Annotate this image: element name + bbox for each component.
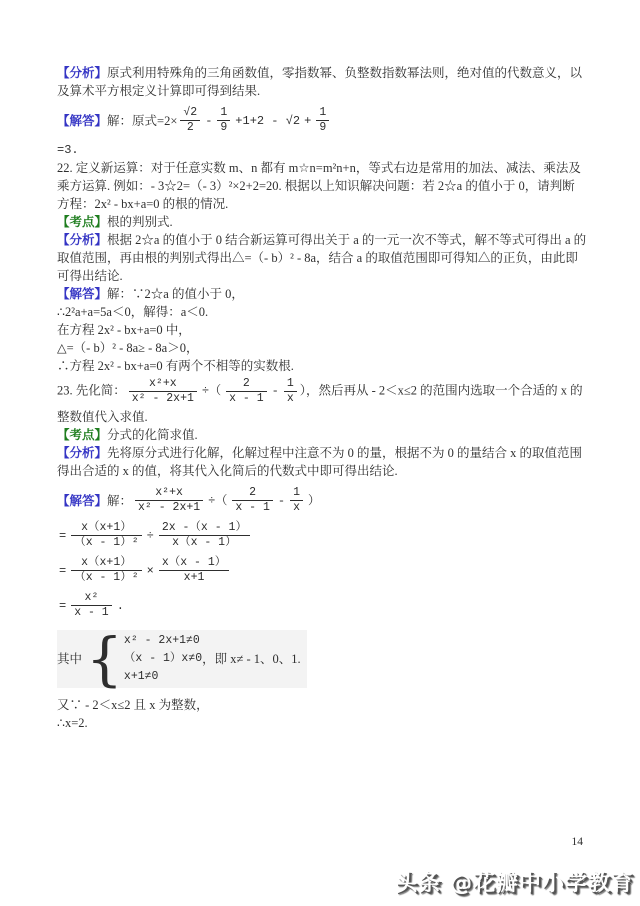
q23-answer-formula [57, 486, 587, 515]
operator-minus: - [277, 493, 286, 508]
keypoint-tag: 【考点】 [57, 215, 108, 229]
q21-answer-formula [57, 106, 587, 135]
q21-middle-terms: +1+2 - √2 [235, 113, 301, 128]
q22-stem: 22. 定义新运算：对于任意实数 m、n 都有 m☆n=m²n+n，等式右边是常用的加法、减法、乘法及乘方运算. 例如：- 3☆2=（- 3）²×2+2=20. 根据以上知识解决问题：若 2☆a 的值小于 0，请判断方程：2x² - bx+a=0 的根的情况. [57, 161, 581, 211]
system-row: x+1≠0 [123, 670, 159, 683]
q23-stem-post: 然后再从 - 2＜x≤2 的范围内选取一个合适的 x 的整数值代入求值. [57, 383, 583, 424]
fraction-right: $\frac{2x -(x - 1)}{x(x - 1)}$ [159, 521, 250, 550]
equals-sign: = [59, 528, 67, 543]
fraction-result: $\frac{\text{x²}}{x - 1}$ [71, 591, 112, 620]
q23-analysis-line [57, 444, 587, 480]
q23-analysis-text: 先将原分式进行化解，化解过程中注意不为 0 的量，根据不为 0 的量结合 x 的取值范围得出合适的 x 的值，将其代入化简后的代数式中即可得出结论. [57, 446, 583, 478]
operator-divide: ÷ [146, 528, 154, 543]
fraction-1-over-x: $\frac{1}{x}$ [290, 486, 303, 515]
q22-step-1: ∴2²a+a=5a＜0，解得：a＜0. [57, 305, 209, 319]
q23-stem [57, 375, 587, 426]
q21-analysis-text: 原式利用特殊角的三角函数值，零指数幂、负整数指数幂法则，绝对值的代数意义，以及算术平方根定义计算即可得到结果. [57, 66, 583, 98]
analysis-tag: 【分析】 [57, 446, 108, 460]
equals-sign: = [59, 598, 67, 613]
fraction-2-over-x-1: $\frac{2}{x - 1}$ [232, 486, 273, 515]
answer-tag: 【解答】 [57, 113, 108, 128]
operator-minus: - [205, 113, 213, 128]
q22-analysis-text: 根据 2☆a 的值小于 0 结合新运算可得出关于 a 的一元一次不等式，解不等式可得出 a 的取值范围，再由根的判别式得出△=（- b）² - 8a，结合 a 的取值范围即可得知△的正负，由此即可得出结论. [57, 233, 587, 283]
q23-equation-step-3 [57, 556, 587, 585]
answer-tag: 【解答】 [57, 493, 108, 508]
document-content [57, 64, 587, 732]
q22-analysis-line [57, 231, 587, 285]
system-row: x² - 2x+1≠0 [123, 634, 200, 647]
q22-answer-line [57, 285, 587, 303]
q23-keypoint-text: 分式的化简求值. [107, 428, 198, 442]
analysis-tag: 【分析】 [57, 66, 108, 80]
equals-sign: = [59, 563, 67, 578]
q23-close-paren: ）， [299, 383, 319, 398]
answer-tag: 【解答】 [57, 287, 108, 301]
q21-answer-lead: 解：原式=2× [107, 113, 178, 128]
fraction-1-over-x: $\frac{1}{x}$ [284, 377, 297, 406]
fraction-right: $\frac{x(x - 1)}{x+1}$ [159, 556, 229, 585]
q22-step-4: ∴方程 2x² - bx+a=0 有两个不相等的实数根. [57, 359, 294, 373]
system-tail: ，即 x≠ - 1、0、1. [202, 652, 301, 666]
operator-divide-open: ÷（ [208, 493, 228, 508]
system-rows [124, 633, 202, 685]
left-brace: { [86, 625, 123, 693]
q23-conclusion-2: ∴x=2. [57, 716, 88, 730]
fraction-main: $\frac{\text{x²+x}}{\text{x² - 2x+1}}$ [135, 486, 203, 515]
fraction-left: $\frac{x(x+1)}{\text{（x - 1）²}}$ [71, 556, 141, 585]
period: . [116, 598, 124, 613]
q23-close-paren: ） [307, 493, 320, 508]
q23-equation-step-2 [57, 521, 587, 550]
q23-restriction-system [57, 625, 307, 693]
operator-plus: + [304, 113, 312, 128]
system-lead: 其中 [57, 652, 83, 666]
fraction-1-over-9: $\frac{1}{9}$ [217, 106, 230, 135]
system-row: （x - 1）x≠0 [123, 652, 203, 665]
operator-multiply: × [146, 563, 154, 578]
q21-result: =3. [57, 143, 79, 157]
analysis-tag: 【分析】 [57, 233, 108, 247]
keypoint-tag: 【考点】 [57, 428, 108, 442]
q23-equation-step-4 [57, 591, 587, 620]
q22-step-2: 在方程 2x² - bx+a=0 中， [57, 323, 191, 337]
fraction-main: $\frac{\text{x²+x}}{\text{x² - 2x+1}}$ [129, 377, 197, 406]
operator-divide-open: ÷（ [201, 384, 222, 399]
q23-conclusion-1: 又∵ - 2＜x≤2 且 x 为整数， [57, 698, 209, 712]
fraction-1-over-9: $\frac{1}{9}$ [316, 106, 329, 135]
fraction-2-over-x-1: $\frac{2}{x - 1}$ [226, 377, 267, 406]
q23-answer-lead: 解： [107, 493, 133, 508]
q22-keypoint-text: 根的判别式. [107, 215, 173, 229]
q22-keypoint-line [57, 213, 587, 231]
q22-answer-text: 解：∵2☆a 的值小于 0， [107, 287, 244, 301]
watermark-text: 头条 @花瓣中小学教育 [395, 871, 634, 896]
q22-step-3: △=（- b）² - 8a≥ - 8a＞0， [57, 341, 199, 355]
operator-minus: - [271, 384, 279, 399]
fraction-left: $\frac{x(x+1)}{\text{（x - 1）²}}$ [71, 521, 141, 550]
page-number: 14 [571, 836, 583, 848]
q21-analysis-line [57, 64, 587, 100]
q23-stem-pre: 23. 先化简： [57, 383, 126, 398]
fraction-sqrt2-over-2: $\frac{√2}{2}$ [180, 106, 200, 135]
q23-keypoint-line [57, 426, 587, 444]
